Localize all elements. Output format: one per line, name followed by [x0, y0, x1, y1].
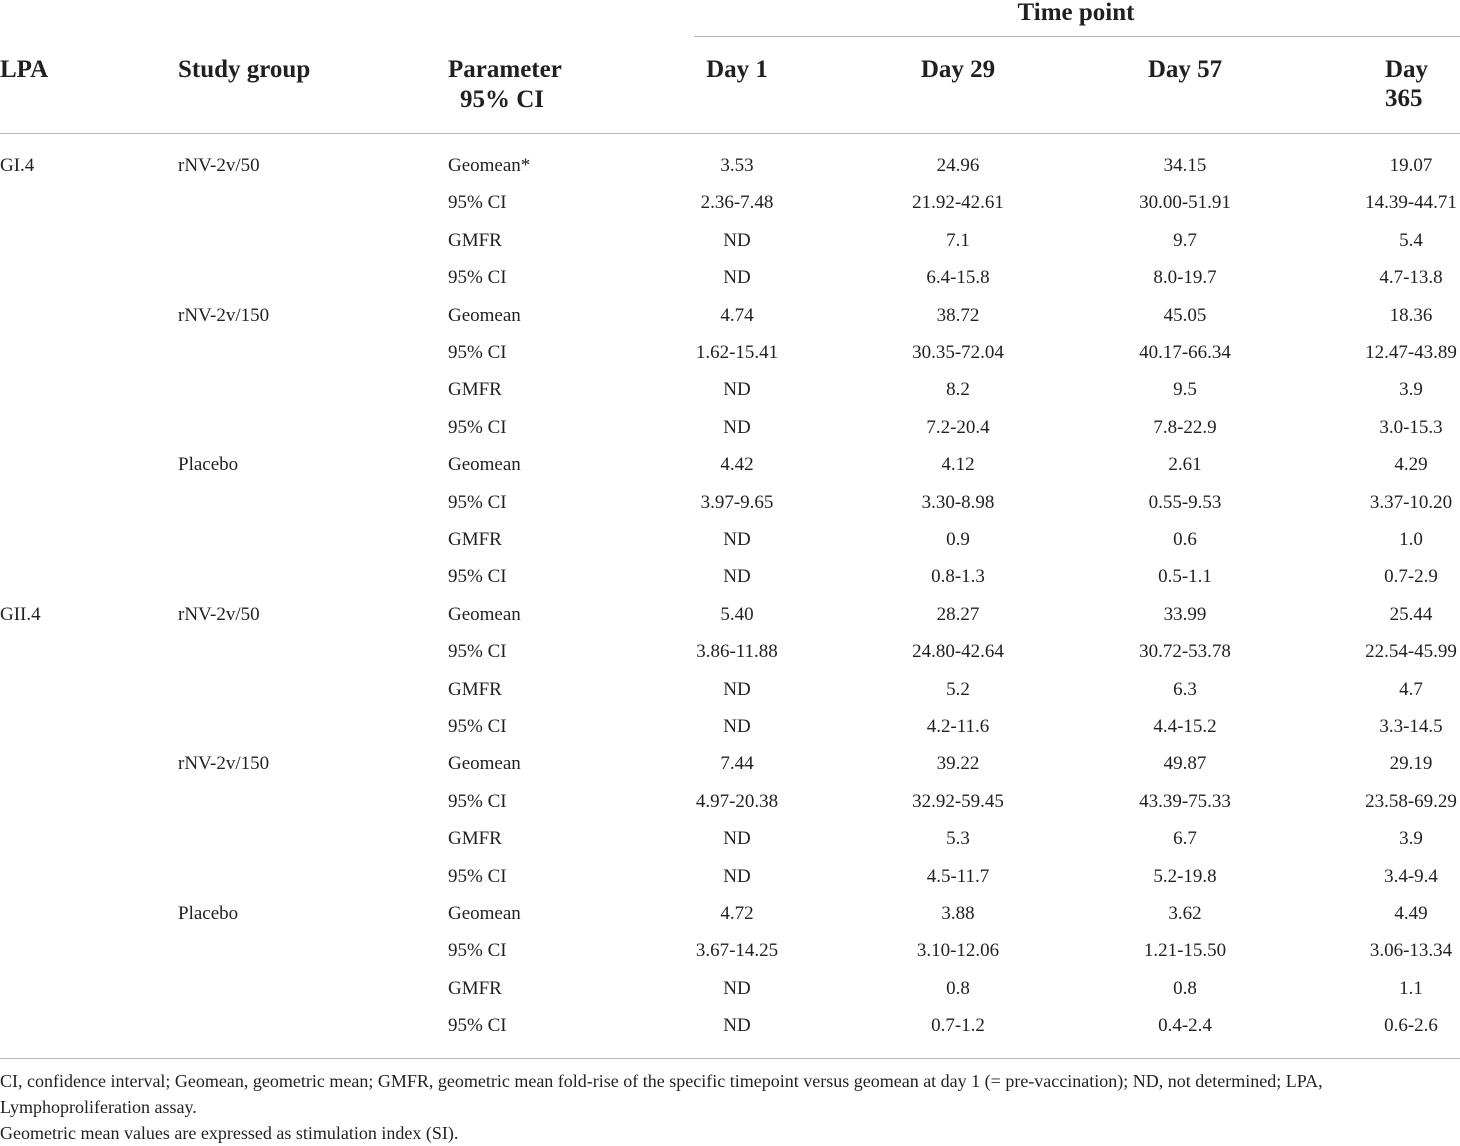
day1-cell: 4.72	[720, 903, 754, 924]
day1-cell: ND	[723, 529, 751, 550]
day29-cell: 8.2	[946, 379, 970, 401]
day29-cell: 0.7-1.2	[931, 1015, 985, 1037]
table-row	[0, 521, 1460, 558]
day365-cell: 3.06-13.34	[1369, 940, 1453, 962]
parameter-cell: 95% CI	[448, 1015, 507, 1037]
day365-cell: 4.7	[1399, 678, 1423, 700]
time-point-header: Time point	[1017, 0, 1135, 26]
day29-cell: 5.3	[946, 828, 970, 850]
parameter-cell: GMFR	[448, 678, 502, 700]
table-row	[0, 932, 1460, 969]
day1-cell: ND	[723, 229, 751, 251]
footnote-line-2: Lymphoproliferation assay.	[0, 1097, 197, 1117]
day365-cell: 3.9	[1399, 379, 1423, 401]
bottom-rule	[0, 1058, 1460, 1059]
day1-cell: 5.40	[720, 603, 754, 625]
day365-cell: 29.19	[1389, 753, 1433, 775]
table-row	[0, 297, 1460, 334]
header-parameter-ci: 95% CI	[460, 86, 545, 113]
study-group-cell: rNV-2v/50	[178, 603, 260, 625]
day1-cell: ND	[723, 828, 751, 850]
day1-cell: ND	[723, 865, 751, 887]
header-day57: Day 57	[1147, 56, 1223, 83]
day1-cell: 3.53	[720, 155, 754, 176]
day29-cell: 24.80-42.64	[912, 641, 1004, 663]
table-row	[0, 371, 1460, 408]
table-row	[0, 596, 1460, 633]
parameter-cell: Geomean	[448, 753, 521, 775]
parameter-cell: GMFR	[448, 379, 502, 401]
parameter-cell: 95% CI	[448, 641, 507, 663]
day365-cell: 19.07	[1389, 155, 1433, 176]
day1-cell: ND	[723, 566, 751, 588]
day365-cell: 5.4	[1399, 229, 1423, 251]
day57-cell: 9.5	[1173, 379, 1197, 401]
table-row	[0, 446, 1460, 483]
parameter-cell: 95% CI	[448, 790, 507, 812]
day29-cell: 0.8-1.3	[931, 566, 985, 588]
day29-cell: 3.88	[941, 903, 975, 924]
header-parameter: Parameter	[448, 56, 562, 83]
day29-cell: 28.27	[936, 603, 980, 625]
header-rule	[0, 133, 1460, 134]
day365-cell: 3.0-15.3	[1379, 416, 1443, 438]
parameter-cell: 95% CI	[448, 566, 507, 588]
day29-cell: 39.22	[936, 753, 980, 775]
day57-cell: 4.4-15.2	[1153, 716, 1217, 737]
parameter-cell: Geomean*	[448, 155, 531, 176]
day1-cell: 3.97-9.65	[700, 491, 774, 513]
parameter-cell: 95% CI	[448, 491, 507, 513]
table-row	[0, 858, 1460, 895]
day1-cell: 1.62-15.41	[695, 342, 779, 363]
day365-cell: 1.0	[1399, 529, 1423, 550]
day29-cell: 7.2-20.4	[926, 416, 990, 438]
day365-cell: 1.1	[1399, 977, 1423, 999]
parameter-cell: 95% CI	[448, 416, 507, 438]
day29-cell: 0.8	[946, 977, 970, 999]
day57-cell: 9.7	[1173, 229, 1197, 251]
table-row	[0, 970, 1460, 1007]
day57-cell: 0.5-1.1	[1158, 566, 1212, 588]
day365-cell: 14.39-44.71	[1365, 192, 1457, 214]
day29-cell: 38.72	[936, 304, 980, 326]
parameter-cell: 95% CI	[448, 716, 507, 737]
day57-cell: 0.55-9.53	[1148, 491, 1222, 513]
day57-cell: 45.05	[1163, 304, 1207, 326]
day29-cell: 30.35-72.04	[912, 342, 1004, 363]
day365-cell: 0.7-2.9	[1384, 566, 1438, 588]
day29-cell: 0.9	[946, 529, 970, 550]
table-row	[0, 484, 1460, 521]
footnote-line-1: CI, confidence interval; Geomean, geometric mean; GMFR, geometric mean fold-rise of the specific timepoint versus geomean at day 1 (= pre-vaccination); ND, not determined; LPA,	[0, 1071, 1323, 1091]
table-row	[0, 745, 1460, 782]
table-row	[0, 409, 1460, 446]
table-row	[0, 558, 1460, 595]
day57-cell: 6.7	[1173, 828, 1197, 850]
day29-cell: 3.30-8.98	[921, 491, 995, 513]
day365-cell: 4.29	[1394, 454, 1428, 476]
day365-cell: 25.44	[1389, 603, 1433, 625]
parameter-cell: GMFR	[448, 828, 502, 850]
table-row	[0, 895, 1460, 932]
parameter-cell: 95% CI	[448, 267, 507, 289]
day365-cell: 3.3-14.5	[1379, 716, 1443, 737]
day365-cell: 4.49	[1394, 903, 1428, 924]
time-point-rule	[694, 36, 1460, 37]
day57-cell: 7.8-22.9	[1153, 416, 1217, 438]
table-row	[0, 671, 1460, 708]
lpa-cell: GI.4	[0, 155, 35, 176]
table-row	[0, 147, 1460, 184]
day1-cell: ND	[723, 1015, 751, 1037]
day365-cell: 0.6-2.6	[1384, 1015, 1438, 1037]
day365-cell: 4.7-13.8	[1379, 267, 1443, 289]
day57-cell: 43.39-75.33	[1139, 790, 1231, 812]
day57-cell: 0.8	[1173, 977, 1197, 999]
study-group-cell: rNV-2v/150	[178, 753, 270, 775]
day1-cell: 4.74	[720, 304, 754, 326]
parameter-cell: 95% CI	[448, 192, 507, 214]
study-group-cell: Placebo	[178, 903, 239, 924]
table-row	[0, 820, 1460, 857]
table-row	[0, 1007, 1460, 1044]
day29-cell: 5.2	[946, 678, 970, 700]
study-group-cell: rNV-2v/50	[178, 155, 260, 176]
day57-cell: 2.61	[1168, 454, 1202, 476]
header-day29: Day 29	[920, 56, 996, 83]
header-study-group: Study group	[178, 56, 311, 83]
parameter-cell: 95% CI	[448, 865, 507, 887]
lpa-cell: GII.4	[0, 603, 41, 625]
parameter-cell: 95% CI	[448, 342, 507, 363]
parameter-cell: Geomean	[448, 454, 521, 476]
table-row	[0, 633, 1460, 670]
table-row	[0, 259, 1460, 296]
parameter-cell: Geomean	[448, 903, 521, 924]
header-day365: Day 365	[1385, 56, 1429, 112]
day57-cell: 6.3	[1173, 678, 1197, 700]
table-row	[0, 222, 1460, 259]
day57-cell: 8.0-19.7	[1153, 267, 1217, 289]
day365-cell: 3.37-10.20	[1369, 491, 1453, 513]
table-row	[0, 708, 1460, 745]
header-lpa: LPA	[0, 56, 49, 83]
parameter-cell: GMFR	[448, 229, 502, 251]
day1-cell: 7.44	[720, 753, 754, 775]
footnote-line-3: Geometric mean values are expressed as stimulation index (SI).	[0, 1123, 459, 1143]
day57-cell: 40.17-66.34	[1139, 342, 1231, 363]
day365-cell: 12.47-43.89	[1365, 342, 1457, 363]
parameter-cell: Geomean	[448, 304, 521, 326]
parameter-cell: Geomean	[448, 603, 521, 625]
header-day1: Day 1	[706, 56, 768, 83]
day365-cell: 18.36	[1389, 304, 1433, 326]
day1-cell: 3.86-11.88	[696, 641, 778, 663]
table-row	[0, 783, 1460, 820]
day57-cell: 33.99	[1163, 603, 1207, 625]
day1-cell: ND	[723, 977, 751, 999]
day29-cell: 21.92-42.61	[912, 192, 1004, 214]
day365-cell: 23.58-69.29	[1365, 790, 1457, 812]
parameter-cell: GMFR	[448, 529, 502, 550]
day57-cell: 3.62	[1168, 903, 1202, 924]
day1-cell: ND	[723, 379, 751, 401]
study-group-cell: rNV-2v/150	[178, 304, 270, 326]
day1-cell: ND	[723, 716, 751, 737]
day365-cell: 3.9	[1399, 828, 1423, 850]
day57-cell: 5.2-19.8	[1153, 865, 1217, 887]
day29-cell: 4.2-11.6	[926, 716, 990, 737]
day1-cell: ND	[723, 416, 751, 438]
day1-cell: 2.36-7.48	[700, 192, 774, 214]
parameter-cell: GMFR	[448, 977, 502, 999]
day365-cell: 22.54-45.99	[1365, 641, 1457, 663]
day29-cell: 24.96	[936, 155, 980, 176]
day365-cell: 3.4-9.4	[1384, 865, 1438, 887]
study-group-cell: Placebo	[178, 454, 239, 476]
table-row	[0, 334, 1460, 371]
table-row	[0, 184, 1460, 221]
day57-cell: 34.15	[1163, 155, 1207, 176]
day29-cell: 32.92-59.45	[912, 790, 1004, 812]
day29-cell: 3.10-12.06	[916, 940, 1000, 962]
day57-cell: 0.6	[1173, 529, 1197, 550]
day1-cell: 3.67-14.25	[695, 940, 779, 962]
day57-cell: 0.4-2.4	[1158, 1015, 1212, 1037]
day57-cell: 49.87	[1163, 753, 1207, 775]
day57-cell: 30.72-53.78	[1139, 641, 1231, 663]
day29-cell: 4.12	[941, 454, 975, 476]
day29-cell: 4.5-11.7	[926, 865, 990, 887]
parameter-cell: 95% CI	[448, 940, 507, 962]
day1-cell: 4.97-20.38	[695, 790, 779, 812]
day57-cell: 30.00-51.91	[1139, 192, 1231, 214]
day1-cell: ND	[723, 678, 751, 700]
day29-cell: 7.1	[946, 229, 970, 251]
day1-cell: ND	[723, 267, 751, 289]
day57-cell: 1.21-15.50	[1143, 940, 1227, 962]
day29-cell: 6.4-15.8	[926, 267, 990, 289]
day1-cell: 4.42	[720, 454, 754, 476]
